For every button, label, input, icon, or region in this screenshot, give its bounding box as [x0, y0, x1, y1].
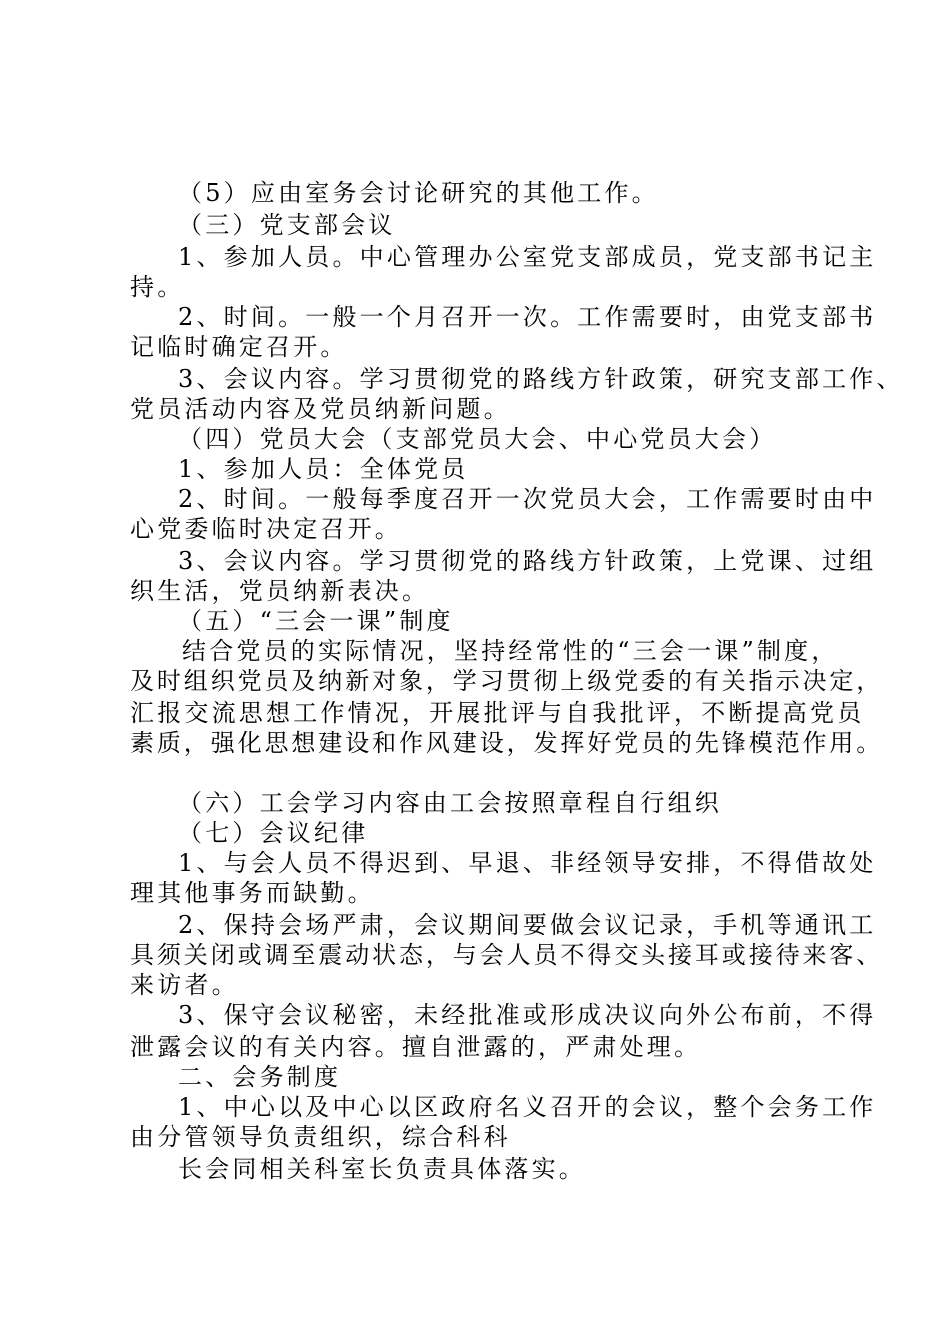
- text-line: 党员活动内容及党员纳新问题。: [130, 395, 511, 423]
- text-line: （5）应由室务会讨论研究的其他工作。: [178, 179, 659, 207]
- text-line: 2、保持会场严肃，会议期间要做会议记录，手机等通讯工: [178, 911, 877, 939]
- text-line: 织生活，党员纳新表决。: [130, 577, 430, 605]
- text-line: 汇报交流思想工作情况，开展批评与自我批评，不断提高党员: [130, 699, 865, 727]
- section-heading: （五）“三会一课”制度: [178, 607, 454, 635]
- text-line: 2、时间。一般一个月召开一次。工作需要时，由党支部书: [178, 303, 877, 331]
- text-line: 及时组织党员及纳新对象，学习贯彻上级党委的有关指示决定，: [130, 667, 884, 695]
- text-line: 记临时确定召开。: [130, 333, 348, 361]
- section-heading: （六）工会学习内容由工会按照章程自行组织: [178, 789, 722, 817]
- section-heading: （七）会议纪律: [178, 819, 369, 847]
- text-line: 1、与会人员不得迟到、早退、非经领导安排，不得借故处: [178, 849, 877, 877]
- section-heading: （四）党员大会（支部党员大会、中心党员大会）: [178, 425, 777, 453]
- section-heading: 二、会务制度: [178, 1063, 342, 1091]
- text-line: 心党委临时决定召开。: [130, 515, 402, 543]
- text-line: 由分管领导负责组织，综合科科: [130, 1123, 511, 1151]
- text-line: 1、中心以及中心以区政府名义召开的会议，整个会务工作: [178, 1093, 877, 1121]
- text-line: 3、保守会议秘密，未经批准或形成决议向外公布前，不得: [178, 1001, 877, 1029]
- text-line: 2、时间。一般每季度召开一次党员大会，工作需要时由中: [178, 485, 877, 513]
- text-line: 理其他事务而缺勤。: [130, 879, 375, 907]
- section-heading: （三）党支部会议: [178, 211, 396, 239]
- text-line: 3、会议内容。学习贯彻党的路线方针政策，上党课、过组: [178, 547, 877, 575]
- text-line: 长会同相关科室长负责具体落实。: [178, 1155, 586, 1183]
- text-line: 具须关闭或调至震动状态，与会人员不得交头接耳或接待来客、: [130, 941, 884, 969]
- text-line: 来访者。: [130, 971, 239, 999]
- text-line: 持。: [130, 273, 185, 301]
- text-line: 结合党员的实际情况，坚持经常性的“三会一课”制度，: [182, 637, 839, 665]
- text-line: 3、会议内容。学习贯彻党的路线方针政策，研究支部工作、: [178, 365, 904, 393]
- text-line: 素质，强化思想建设和作风建设，发挥好党员的先锋模范作用。: [130, 729, 884, 757]
- text-line: 泄露会议的有关内容。擅自泄露的，严肃处理。: [130, 1033, 702, 1061]
- text-line: 1、参加人员：全体党员: [178, 455, 469, 483]
- text-line: 1、参加人员。中心管理办公室党支部成员，党支部书记主: [178, 243, 877, 271]
